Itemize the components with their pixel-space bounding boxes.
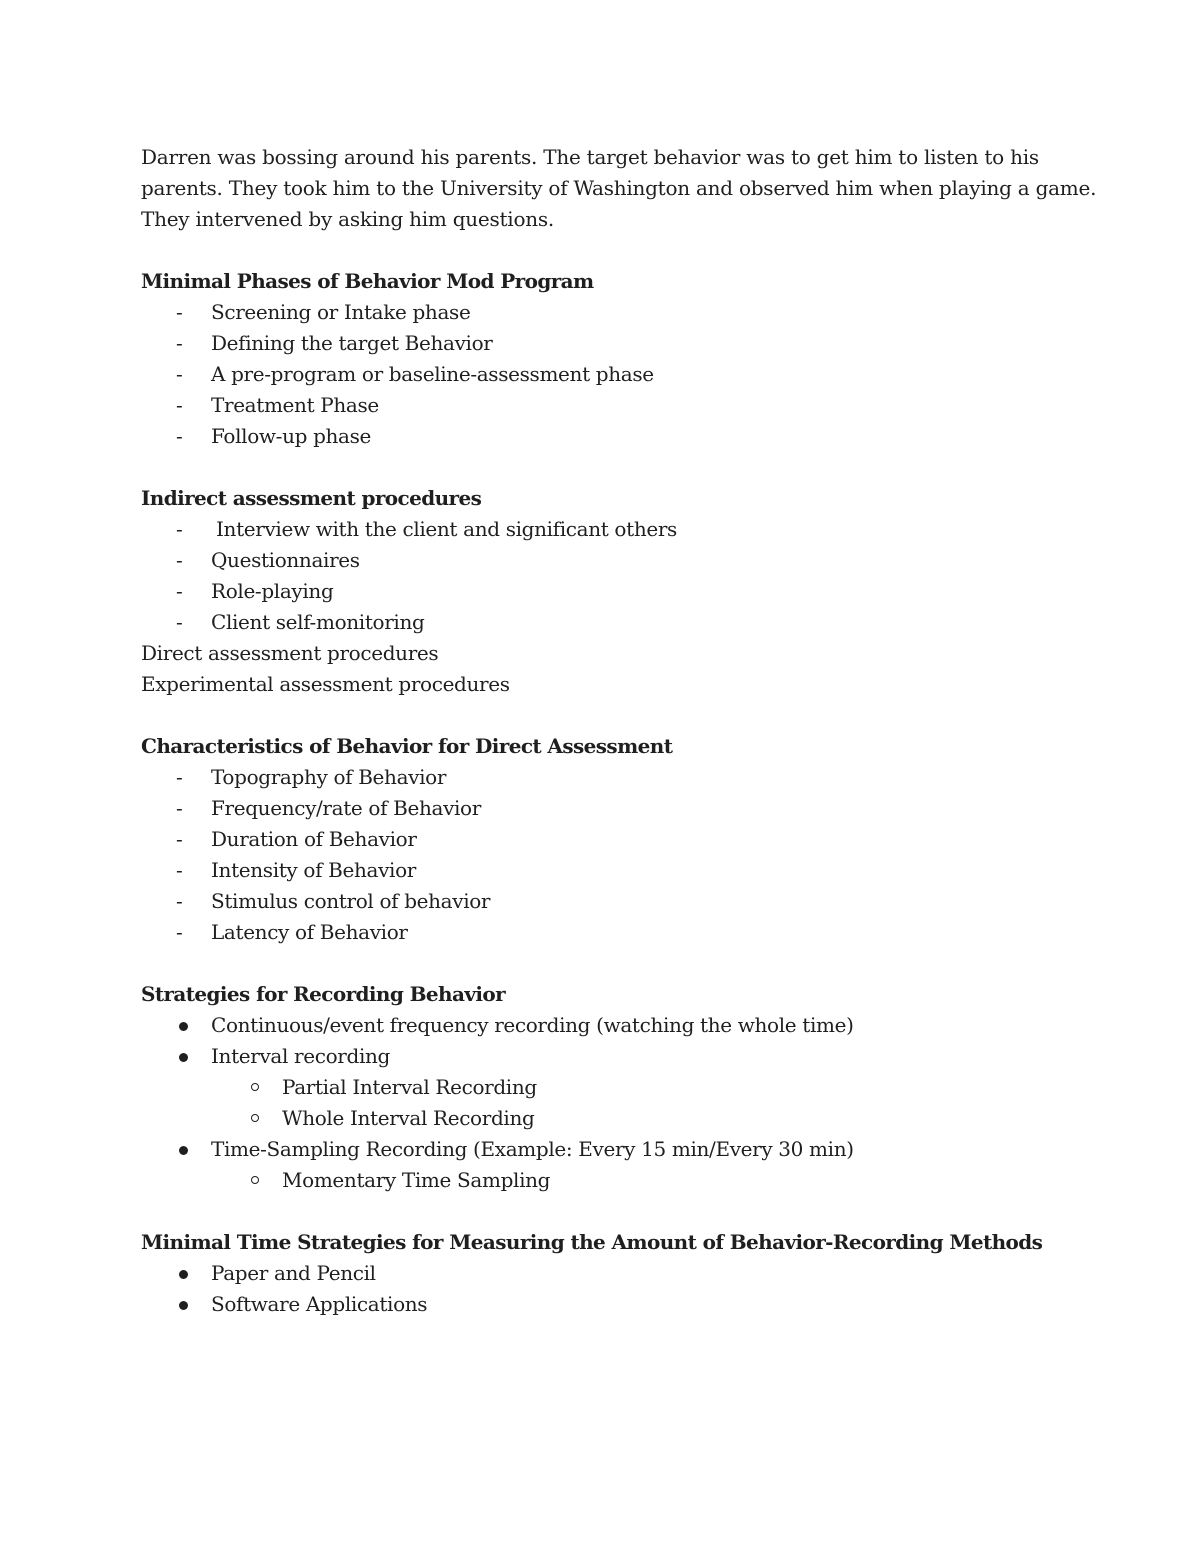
sub-list-item	[141, 1072, 1101, 1103]
dash-marker: -	[176, 827, 183, 851]
list-item-text: Stimulus control of behavior	[211, 889, 491, 913]
list-item-text: Intensity of Behavior	[211, 858, 416, 882]
dash-marker: -	[176, 300, 183, 324]
intro-paragraph	[141, 142, 1101, 235]
bullet-icon	[179, 1270, 188, 1279]
hollow-bullet-icon	[251, 1114, 259, 1122]
section-heading-strategies: Strategies for Recording Behavior	[141, 982, 506, 1006]
list-item	[141, 421, 1101, 452]
list-item-text: Client self-monitoring	[211, 610, 425, 634]
list-item-text: Paper and Pencil	[211, 1261, 376, 1285]
list-item-text: Time-Sampling Recording (Example: Every 15 min/Every 30 min)	[211, 1137, 854, 1161]
list-item	[141, 576, 1101, 607]
list-item-text: Screening or Intake phase	[211, 300, 471, 324]
list-item-text: Duration of Behavior	[211, 827, 417, 851]
list-item	[141, 886, 1101, 917]
bullet-icon	[179, 1022, 188, 1031]
sub-list-item-text: Momentary Time Sampling	[282, 1168, 551, 1192]
dash-marker: -	[176, 548, 183, 572]
list-item	[141, 1010, 1101, 1041]
hollow-bullet-icon	[251, 1083, 259, 1091]
intro-line: Darren was bossing around his parents. The target behavior was to get him to listen to his	[141, 145, 1039, 169]
spacer	[141, 948, 1101, 979]
bullet-icon	[179, 1053, 188, 1062]
list-item	[141, 1134, 1101, 1165]
list-item-text: Role-playing	[211, 579, 334, 603]
sub-list-item-text: Whole Interval Recording	[282, 1106, 535, 1130]
list-item-text: Treatment Phase	[211, 393, 379, 417]
hollow-bullet-icon	[251, 1176, 259, 1184]
list-item	[141, 824, 1101, 855]
list-item	[141, 1258, 1101, 1289]
dash-marker: -	[176, 393, 183, 417]
document-page	[141, 142, 1101, 1320]
spacer	[141, 452, 1101, 483]
intro-line: They intervened by asking him questions.	[141, 207, 554, 231]
list-item	[141, 1041, 1101, 1072]
dash-marker: -	[176, 610, 183, 634]
section-heading-minimal-time: Minimal Time Strategies for Measuring the Amount of Behavior-Recording Methods	[141, 1230, 1043, 1254]
list-item	[141, 1289, 1101, 1320]
intro-line: parents. They took him to the University of Washington and observed him when playing a game.	[141, 176, 1097, 200]
body-text: Experimental assessment procedures	[141, 672, 510, 696]
spacer	[141, 700, 1101, 731]
list-item	[141, 328, 1101, 359]
sub-list-item	[141, 1165, 1101, 1196]
list-item	[141, 607, 1101, 638]
list-item-text: Interval recording	[211, 1044, 390, 1068]
dash-marker: -	[176, 424, 183, 448]
list-item	[141, 917, 1101, 948]
bullet-icon	[179, 1146, 188, 1155]
list-item	[141, 297, 1101, 328]
list-item-text: Defining the target Behavior	[211, 331, 493, 355]
section-heading-phases: Minimal Phases of Behavior Mod Program	[141, 269, 594, 293]
sub-list-item	[141, 1103, 1101, 1134]
spacer	[141, 1196, 1101, 1227]
list-item	[141, 855, 1101, 886]
bullet-icon	[179, 1301, 188, 1310]
list-item	[141, 762, 1101, 793]
list-item-text: Latency of Behavior	[211, 920, 408, 944]
list-item-text: Frequency/rate of Behavior	[211, 796, 481, 820]
list-item-text: Continuous/event frequency recording (watching the whole time)	[211, 1013, 854, 1037]
dash-marker: -	[176, 858, 183, 882]
list-item	[141, 793, 1101, 824]
dash-marker: -	[176, 362, 183, 386]
section-heading-indirect: Indirect assessment procedures	[141, 486, 482, 510]
body-text: Direct assessment procedures	[141, 641, 439, 665]
list-item-text: Follow-up phase	[211, 424, 372, 448]
dash-marker: -	[176, 920, 183, 944]
list-item	[141, 514, 1101, 545]
section-heading-characteristics: Characteristics of Behavior for Direct Assessment	[141, 734, 673, 758]
dash-marker: -	[176, 331, 183, 355]
list-item-text: A pre-program or baseline-assessment phase	[211, 362, 654, 386]
list-item-text: Questionnaires	[211, 548, 360, 572]
list-item-text: Software Applications	[211, 1292, 428, 1316]
list-item	[141, 390, 1101, 421]
list-item	[141, 359, 1101, 390]
list-item-text: Topography of Behavior	[211, 765, 447, 789]
list-item	[141, 545, 1101, 576]
spacer	[141, 235, 1101, 266]
dash-marker: -	[176, 765, 183, 789]
dash-marker: -	[176, 796, 183, 820]
dash-marker: -	[176, 889, 183, 913]
sub-list-item-text: Partial Interval Recording	[282, 1075, 537, 1099]
dash-marker: -	[176, 517, 183, 541]
dash-marker: -	[176, 579, 183, 603]
list-item-text: Interview with the client and significant others	[216, 517, 677, 541]
